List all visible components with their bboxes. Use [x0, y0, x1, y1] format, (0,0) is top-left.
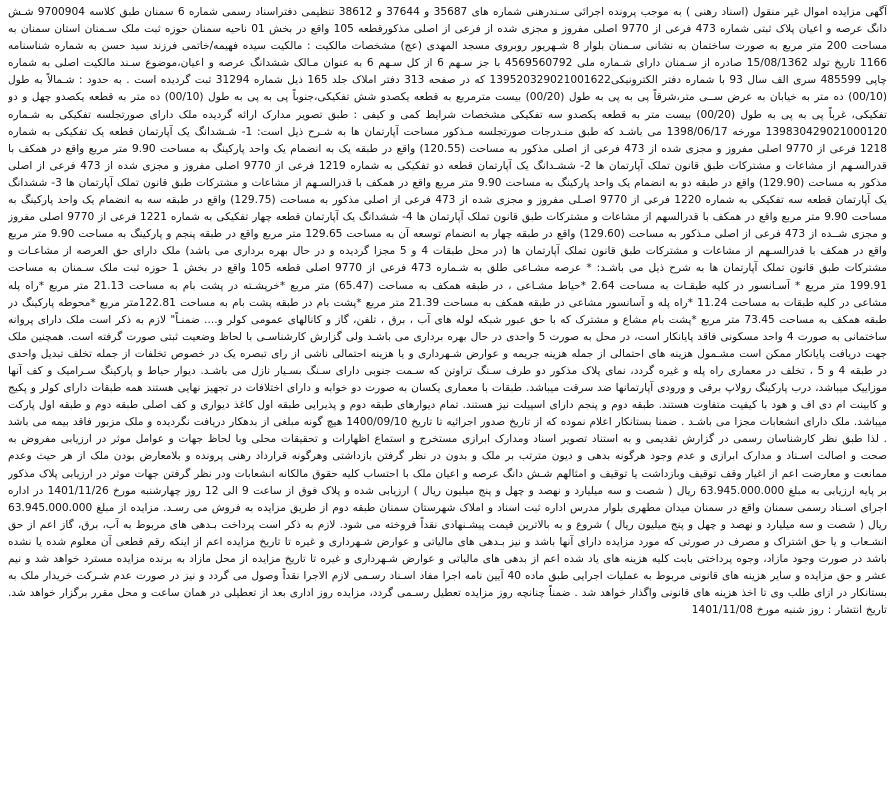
notice-paragraph: آگهی مزایده اموال غیر منقول (اسناد رهنی ) به موجب پرونده اجرائی سـندرهنی شماره های 35687 و 37644 و 38612 تنظیمی دفتراسناد رسمی شماره 6 سمنان طبق کلاسه 9700904 شـش دانگ عرصه و اعیان پلاک ثبتی شماره 473 فرعی از 9770 اصلی مفروز و مجزی شده از فرعی از اصلی مذکورقطعه 105 واقع در بخش 01 ناحیه سمنان حوزه ثبت ملک سـمنان استان سمنان به مساحت 200 متر مربع به صورت ساختمان به نشانی سـمنان بلوار 8 شـهریور روبروی مسجد المهدی (عج) مشخصات مالکیت : مالکیت سیده فهیمه/خاتمی فرزند سید حسن به شماره شناسنامه 1166 تاریخ تولد 15/08/1362 صادره از سـمنان دارای شـماره ملی 4569560792 با جز سـهم 6 از کل سـهم 6 به عنوان مـالک ششدانگ عرصه و اعیان،موضوع سـند مالکیت اصلی به شماره چاپی 485599 سری الف سال 93 با شماره دفتر الکترونیکی139520329021001622 که در صفحه 313 دفتر املاک جلد 165 ذیل شماره 31294 ثبت گردیده است . به حدود : شـمالاً به طول (00/10) ده متر به خیابان به عرض ســی متر،شرقاً پی به پی به طول (00/20) بیست مترمربع به قطعه یکصدو شش تفکیکی،جنوباً پی به پی به طول (00/10) ده متر به قطعه یکصدو چهل و دو تفکیکی، غرباً پی به پی به طول (00/20) بیست متر به قطعه یکصدو سه تفکیکی مشخصات شرایط کمی و کیفی : طبق تصویر مدارک ارائه گردیده ملک دارای صورتجلسه تفکیکی به شـماره 139830429021000120 مورخه 1398/06/17 می باشـد که طبق منـدرجات صورتجلسه مـذکور مساحت آپارتمان ها به شـرح ذیل است: 1- شـشدانگ یک آپارتمان قطعه یک تفکیکی به شماره 1218 فرعی از 9770 اصلی مفروز و مجزی شده از 473 فرعی از اصلی مذکور به مساحت (120.55) واقع در طبقه یک به انضمام یک واحد پارکینگ به مساحت 9.90 متر مربع واقع در همکف با قدرالسـهم از مشاعات و مشترکات طبق قانون تملک آپارتمان ها 2- ششـدانگ یک آپارتمان قطعه دو تفکیکی به شماره 1219 فرعی از 9770 اصلی مفروز و مجزی شده از 473 فرعی از اصلی مذکور به مساحت (129.90) واقع در طبقه دو به انضمام یک واحد پارکینگ به مساحت 9.90 متر مربع واقع در همکف با قدرالسـهم از مشاعات و مشترکات طبق قانون تملک آپارتمان ها 3- ششدانگ یک آپارتمان قطعه سه تفکیکی به شماره 1220 فرعی از 9770 اصـلی مفروز و مجزی شده از 473 فرعی از اصلی مذکور به مساحت (129.75) واقع در طبقه سه به انضمام یک واحد پارکینگ به مساحت 9.90 متر مربع واقع در همکف با قدرالسهم از مشاعات و مشترکات طبق قانون تملک آپارتمان ها 4- ششدانگ یک آپارتمان قطعه چهار تفکیکی به شماره 1221 فرعی از 9770 اصلی مفروز و مجزی شــده از 473 فرعی از اصلی مـذکور به مساحت (129.60) واقع در طبقه چهار به انضمام توسعه آن به مساحت 129.65 متر مربع واقع در طبقه پنجم و پارکینگ به مساحت 9.90 متر مربع واقع در همکف با قدرالسـهم از مشاعات و مشترکات طبق قانون تملک آپارتمان ها (در محل طبقات 4 و 5 مجزا گردیده و در حال بهره برداری می باشد) ملک دارای حق العرصه از مشاعـات و مشترکات طبق قانون تملک آپارتمان ها به شرح ذیل می باشـد: * عرصه مشـاعی طلق به شـماره 473 فرعی از 9770 اصلی قطعه 105 واقع در بخش 1 حوزه ثبت ملک سـمنان به مساحت 199.91 متر مربع * آسـانسور در کلیه طبقـات به مساحت 2.64 *حیاط مشـاعی ، در طبقه همکف به مساحت (65.47) متر مربع *خرپشـته در پشت بام به مساحت 21.13 متر مربع *راه پله مشاعی در کلیه طبقات به مساحت 11.24 *راه پله و آسانسور مشاعی در طبقه همکف به مساحت 21.39 متر مربع *پشت بام در طبقه پشت بام به مساحت 122.81متر مربع *محوطه پارکینگ در طبقه همکف به مساحت 73.45 متر مربع *پشت بام مشاع و مشترک که با حق عبور شبکه لوله های آب ، برق ، تلفن، گاز و کانالهای عمومی کولر و.... ضمنـاً" لازم به ذکر است ملک دارای پروانه ساختمانی به صورت 4 واحد مسکونی فاقد پایانکار است، در محل به صورت 5 واحدی در حال بهره برداری می باشـد ولی گزارش کارشناسـی با لحاظ وضعیت ثبتی صورت گرفته است. همچنین ملک جهت دریافت پایانکار ممکن است مشـمول هزینه های احتمالی از جمله هزینه جریمه و عوارض شـهرداری و یا هزینه احتمالی ناشی از رای تبصره یک در خصوص تخلفات از جمله تخلف تبدیل واحدی در طبقه 4 و 5 ، تخلف در معماری راه پله و غیره گردد، نمای پلاک مذکور دو طرف سـنگ تراوتن که سـمت جنوبی دارای سـنگ بسـیار نازل می باشـد. دیوار حیاط و پارکینگ سـرامیک و کف آنها موزاییک میباشد، درب پارکینگ رولاپ برقی و ورودی آپارتمانها ضد سرقت میباشد. طبقات با معماری یکسان به صورت دو خوابه و دارای اختلافات در تجهیز نهایی هستند همه طبقات دارای کولر و پکیج و کابینت ام دی اف و هود با کیفیت متفاوت هستند. طبقه دوم و پنجم دارای اسپیلت نیز هستند. تمام دیوارهای طبقه دوم و پذیرایی طبقه اول کاغذ دیواری و کف اصلی طبقه دوم و طبقه اول پارکت میباشد. ملک دارای انشعابات مجزا می باشـد . ضمنا بستانکار اعلام نموده که از تاریخ صدور اجرائیه تا تاریخ 1400/09/10 هیچ گونه مبلغی از بدهکار دریافت نگردیده و ملک مزبور فاقد بیمه می باشد . لذا طبق نظر کارشناسان رسمی در گزارش تقدیمی و به استناد تصویر اسناد ومدارک ابرازی مستخرج و استماع اظهارات و تحقیقات محلی وبا لحاظ جهات و عوامل موثر در ارزیابی مفروض به صحت و اصالت اسـناد و مدارک ابرازی و عدم وجود هرگونه بدهی و دیون مترتب بر ملک و بدون در نظر گرفتن بازداشتی وهرگونه قرارداد رهنی پرونده و بلامعارض بودن ملک از هر حیث وعدم ممانعت و معارضت اعم از اغیار وقف توقیف وبازداشت یا توقیف و امثالهم شـش دانگ عرصه و اعیان ملک با احتساب کلیه حقوق مالکانه انشعابات ودر نظر گرفتن جهات موثر در ارزیابی پلاک مذکور بر پایه ارزیابی به مبلغ 63.945.000.000 ریال ( شصت و سه میلیارد و نهصد و چهل و پنج میلیون ریال ) ارزیابی شده و پلاک فوق از ساعت 9 الی 12 روز چهارشنبه مورخ 1401/11/26 در اداره اجرای اسـناد رسمی سمنان واقع در سمنان میدان مطهری بلوار مدرس اداره ثبت اسناد و املاک شهرستان سمنان طبقه دوم از طریق مزایده به فروش می رسـد. مزایده از مبلغ 63.945.000.000 ریال ( شصت و سه میلیارد و نهصد و چهل و پنج میلیون ریال ) شروع و به بالاترین قیمت پیشـنهادی نقداً فروخته می شود. لازم به ذکر است پرداخت بـدهی های مربوط به آب، برق، گاز اعم از حق انشـعاب و یا حق اشتراک و مصرف در صورتی که مورد مزایده دارای آنها باشد و نیز بـدهی های مالیاتی و عوارض شـهرداری و غیره تا تاریخ مزایده اعم از اینکه رقم قطعی آن معلوم شده یا نشده باشد در صورت وجود مازاد، وجوه پرداختی بابت کلیه هزینه های یاد شده اعم از بدهی های مالیاتی و عوارض شـهرداری و غیره تا تاریخ مزایده از محل مازاد به برنده مزایده مسترد خواهد شد و نیم عشر و حق مزایده و سایر هزینه های قانونی مربوط به عملیات اجرایی طبق ماده 40 آیین نامه اجرا مفاد اسـناد رسـمی لازم الاجرا نقداً وصول می گردد و نیز در صورت عدم شـرکت خریدار ملک به بستانکار در ازای طلب وی تا اخذ هزینه های قانونی واگذار خواهد شد . ضمناً چنانچه روز مزایده تعطیل رسـمی گردد، مزایده روز اداری بعد از تعطیلی در همان ساعت و محل مقرر برگزار خواهد شد. تاریخ انتشار : روز شنبه مورخ 1401/11/08 [8, 6, 887, 617]
auction-notice [8, 4, 887, 787]
